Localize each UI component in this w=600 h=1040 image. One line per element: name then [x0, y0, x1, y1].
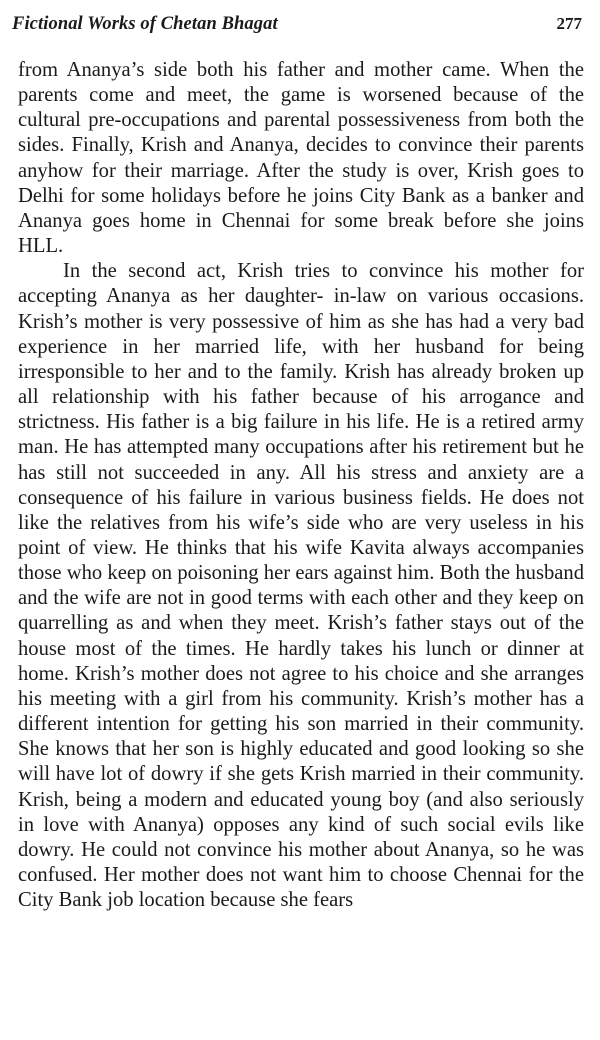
page-number: 277: [556, 14, 582, 33]
body-text: [18, 58, 584, 913]
paragraph-continued: from Ananya’s side both his father and mother came. When the parents come and meet, the game is worsened because of the cultural pre-occupations and parental possessiveness from both the sides. Finally, Krish and Ananya, decides to convince their parents anyhow for their marriage. After the study is over, Krish goes to Delhi for some holidays before he joins City Bank as a banker and Ananya goes home in Chennai for some break before she joins HLL.: [18, 59, 584, 258]
running-title: Fictional Works of Chetan Bhagat: [12, 14, 278, 34]
running-head: [12, 14, 582, 36]
paragraph-second-act: In the second act, Krish tries to convince his mother for accepting Ananya as her daughter- in-law on various occasions. Krish’s mother is very possessive of him as she has had a very bad experience in her married life, with her husband for being irresponsible to her and to the family. Krish has already broken up all relationship with his father because of his arrogance and strictness. His father is a big failure in his life. He is a retired army man. He has attempted many occupations after his retirement but he has still not succeeded in any. All his stress and anxiety are a consequence of his failure in various business fields. He does not like the relatives from his wife’s side who are very useless in his point of view. He thinks that his wife Kavita always accompanies those who keep on poisoning her ears against him. Both the husband and the wife are not in good terms with each other and they keep on quarrelling as and when they meet. Krish’s father stays out of the house most of the times. He hardly takes his lunch or dinner at home. Krish’s mother does not agree to his choice and she arranges his meeting with a girl from his community. Krish’s mother has a different intention for getting his son married in their community. She knows that her son is highly educated and good looking so she will have lot of dowry if she gets Krish married in their community. Krish, being a modern and educated young boy (and also seriously in love with Ananya) opposes any kind of such social evils like dowry. He could not convince his mother about Ananya, so he was confused. Her mother does not want him to choose Chennai for the City Bank job location because she fears: [18, 260, 584, 912]
